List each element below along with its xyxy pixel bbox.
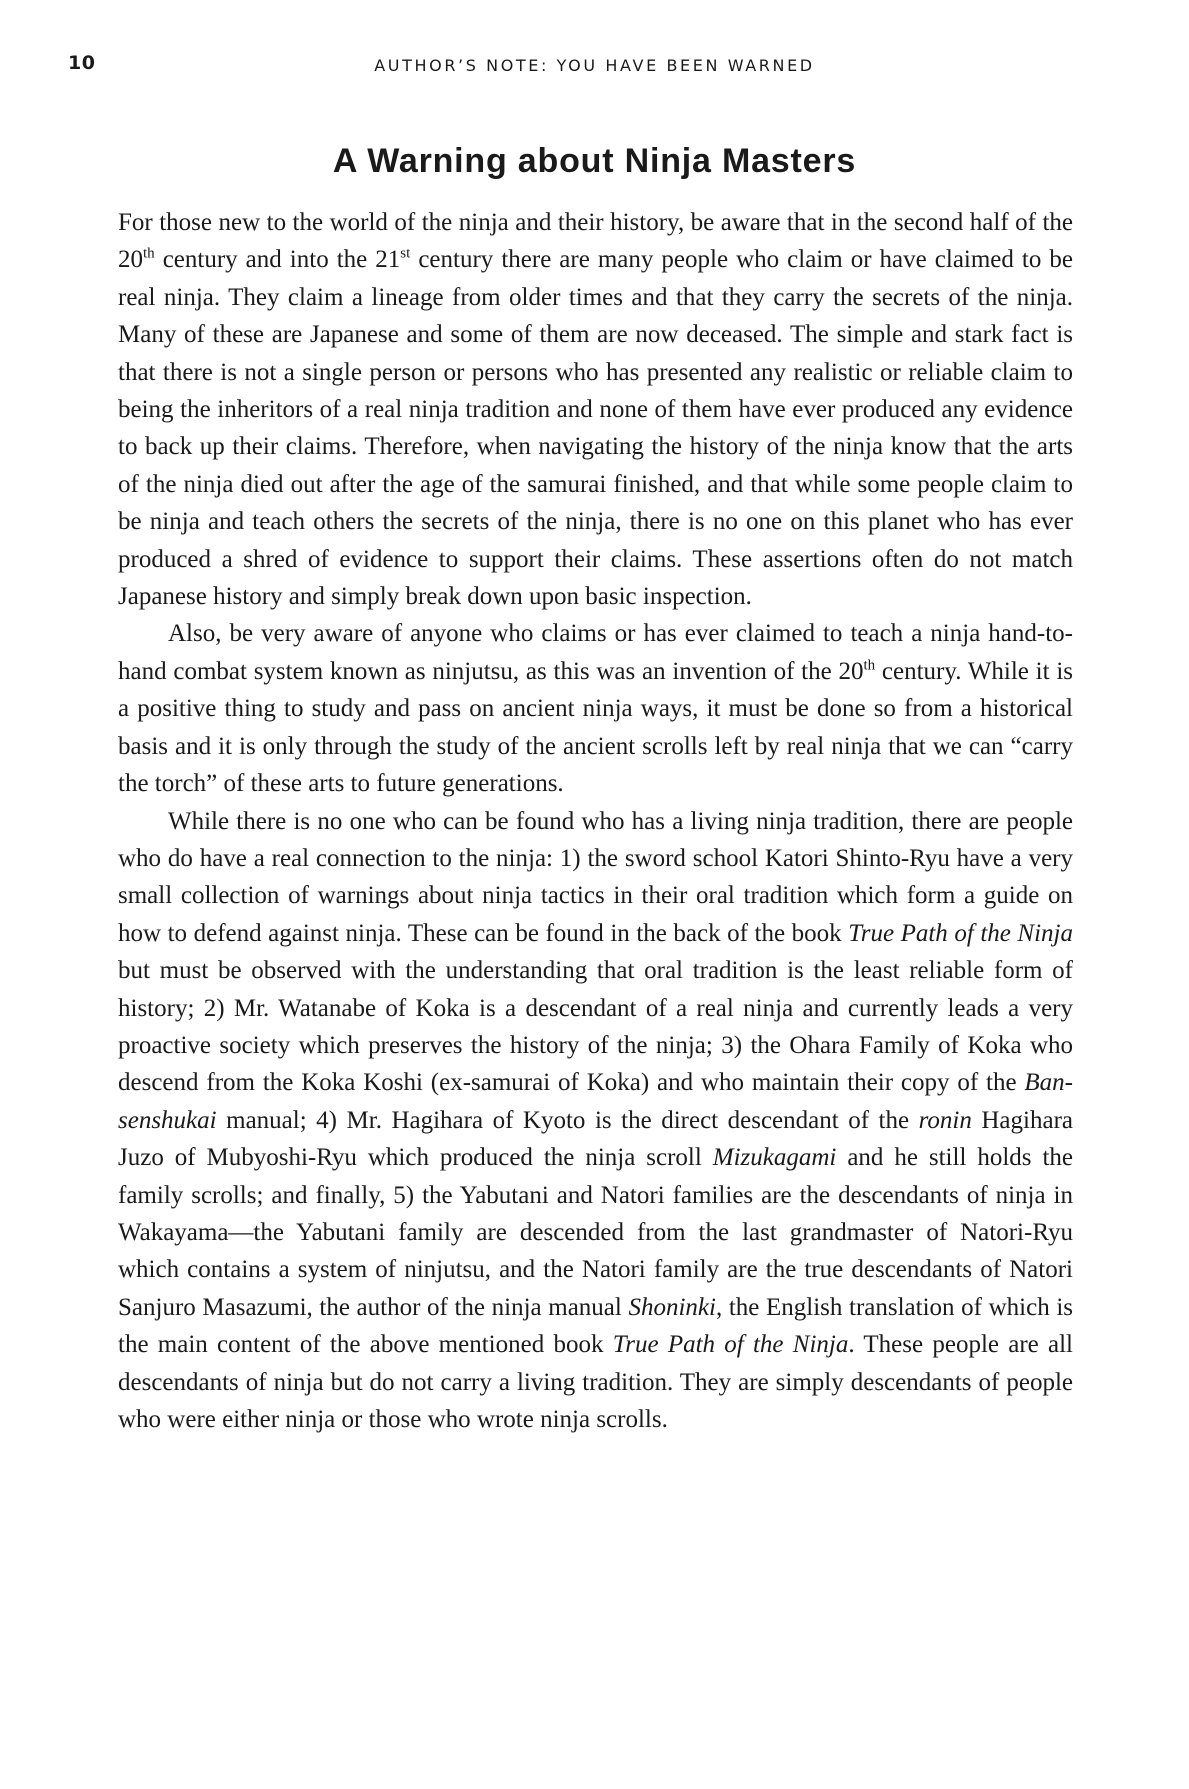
text-run: manual; 4) Mr. Hagihara of Kyoto is the direct descendant of the — [216, 1106, 919, 1134]
text-run: century. While it is a positive thing to study and pass on ancient ninja ways, it must be done so from a historical basis and it is only through the study of the ancient scrolls left by real ninja that we can “carry the torch” of these arts to future generations. — [118, 657, 1074, 798]
body-text — [118, 204, 1073, 1438]
text-run: . These people are all descendants of ninja but do not carry a living tradition. They are simply descendants of people who were either ninja or those who wrote ninja scrolls. — [118, 1331, 1074, 1433]
superscript: th — [143, 246, 155, 263]
text-run: Also, be very aware of anyone who claims or has ever claimed to teach a ninja hand-to-hand combat system known as ninjutsu, as this was an invention of the 20 — [118, 620, 1073, 685]
text-run: century and into the 21 — [154, 246, 401, 274]
section-title: A Warning about Ninja Masters — [332, 142, 857, 180]
scroll-title: Mizukagami — [712, 1144, 837, 1172]
page-number: 10 — [68, 52, 96, 74]
text-run: While there is no one who can be found who has a living ninja tradition, there are people who do have a real connection to the ninja: 1) the sword school Katori Shinto-Ryu have a very small collection of warnings about ninja tactics in their oral tradition which form a guide on how to defend against ninja. These can be found in the back of the book — [118, 807, 1073, 947]
superscript: th — [863, 657, 876, 674]
running-head: AUTHOR’S NOTE: YOU HAVE BEEN WARNED — [374, 56, 815, 75]
paragraph-3 — [118, 803, 1073, 1439]
book-title: True Path of the Ninja — [612, 1331, 849, 1359]
superscript: st — [400, 246, 411, 263]
text-run: century there are many people who claim or have claimed to be real ninja. They claim a lineage from older times and that they carry the secrets of the ninja. Many of these are Japanese and some of them are now deceased. The simple and stark fact is that there is not a single person or persons who has presented any realistic or reliable claim to being the inheritors of a real ninja tradition and none of them have ever produced any evidence to back up their claims. Therefore, when navigating the history of the ninja know that the arts of the ninja died out after the age of the samurai finished, and that while some people claim to be ninja and teach others the secrets of the ninja, there is no one on this planet who has ever produced a shred of evidence to support their claims. These assertions often do not match Japanese history and simply break down upon basic inspection. — [118, 246, 1073, 611]
manual-title: Shoninki — [628, 1293, 716, 1321]
text-run: Hagihara Juzo of Mubyoshi-Ryu which produced the ninja scroll — [118, 1106, 1073, 1172]
book-title: Bansenshukai — [118, 1069, 1073, 1134]
paragraph-2 — [118, 615, 1073, 802]
book-title: True Path of the Ninja — [848, 919, 1073, 947]
text-run: For those new to the world of the ninja and their history, be aware that in the second half of the 20 — [118, 209, 1073, 274]
text-run: but must be observed with the understanding that oral tradition is the least reliable form of history; 2) Mr. Watanabe of Koka is a descendant of a real ninja and currently leads a very proactive society which preserves the history of the ninja; 3) the Ohara Family of Koka who descend from the Koka Koshi (ex-samurai of Koka) and who maintain their copy of the — [118, 957, 1073, 1097]
text-run: and he still holds the family scrolls; and finally, 5) the Yabutani and Natori families are the descendants of ninja in Wakayama—the Yabutani family are descended from the last grandmaster of Natori-Ryu which contains a system of ninjutsu, and the Natori family are the true descendants of Natori Sanjuro Masazumi, the author of the ninja manual — [118, 1144, 1073, 1321]
italic-term: ronin — [918, 1106, 972, 1134]
text-run: , the English translation of which is the main content of the above mentioned book — [118, 1293, 1073, 1359]
paragraph-1 — [118, 204, 1073, 615]
